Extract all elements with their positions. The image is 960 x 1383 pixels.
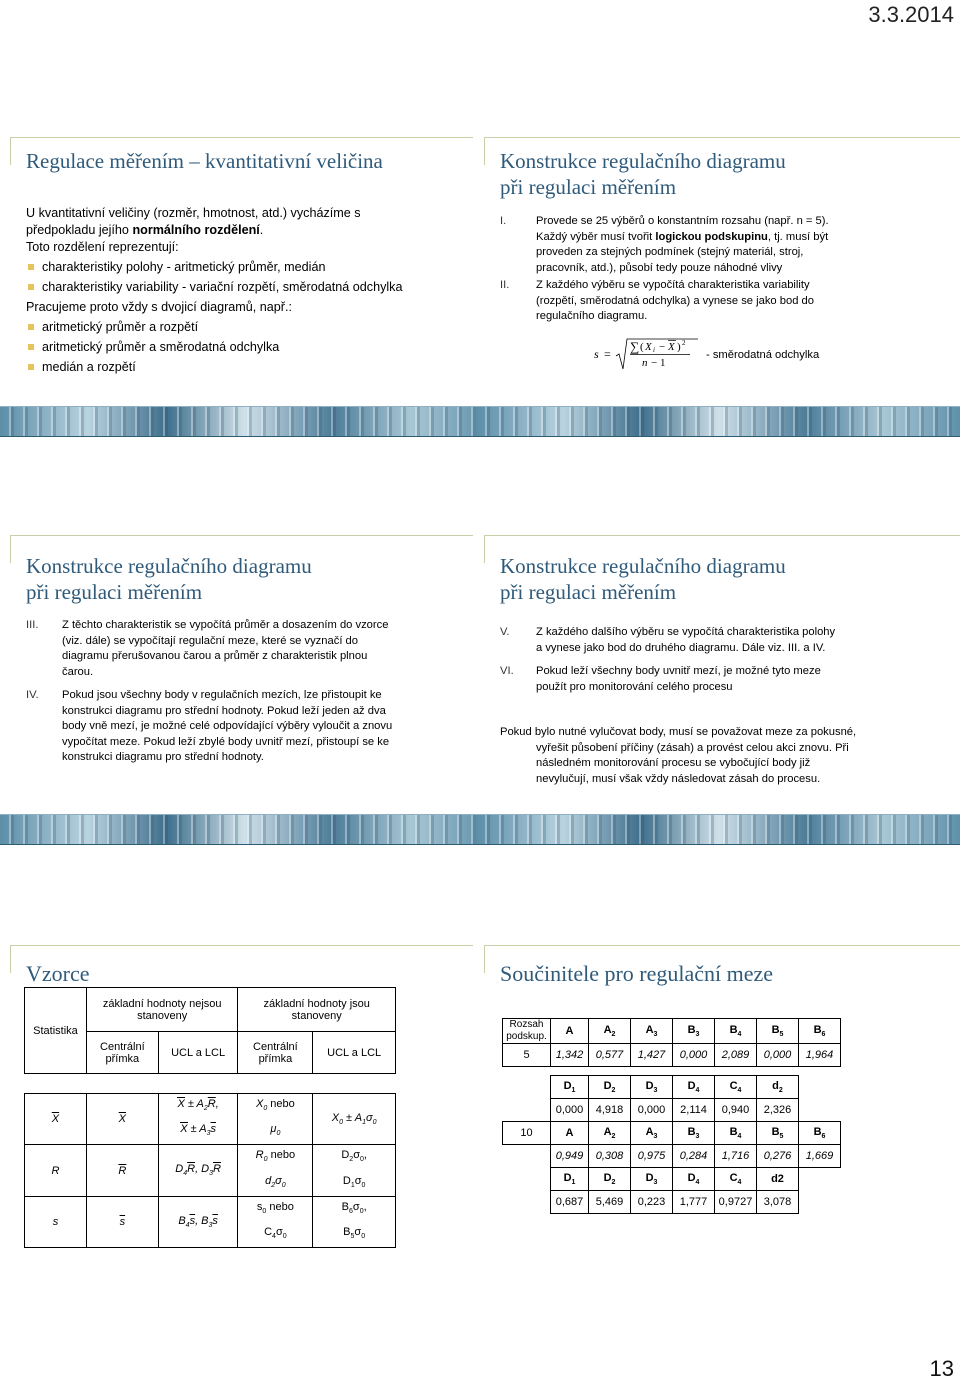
slide-4 <box>500 538 945 848</box>
item-number: III. <box>26 619 39 631</box>
ucl-cell: $B_6\sigma_0$, $B_5\sigma_0$ <box>313 1196 396 1247</box>
header-centralni: Centrální přímka <box>238 1032 313 1074</box>
coef-value: 1,342 <box>551 1044 589 1067</box>
slide-top-rule <box>10 137 473 138</box>
list-item: Z každého výběru se vypočítá charakteristika variability (rozpětí, směrodatná odchylka) a vynese se jako bod do regulačního diagramu. <box>536 279 814 322</box>
svg-text:s: s <box>594 347 599 361</box>
coef-label: $A_2$ <box>589 1122 631 1145</box>
intro-line2: Toto rozdělení reprezentují: <box>26 240 179 254</box>
coef-label: $D_4$ <box>673 1076 715 1099</box>
coef-value: 1,716 <box>715 1145 757 1168</box>
intro-line3: Pracujeme proto vždy s dvojicí diagramů, např.: <box>26 300 292 314</box>
ucl-cell: $B_4\overline{s}$, $B_3\overline{s}$ <box>158 1196 238 1247</box>
coef-label: $D_3$ <box>631 1076 673 1099</box>
coef-value: 0,284 <box>673 1145 715 1168</box>
coef-value: 0,000 <box>551 1099 589 1122</box>
list-item: charakteristiky variability - variační rozpětí, směrodatná odchylka <box>26 279 406 296</box>
coef-value: 2,326 <box>757 1099 799 1122</box>
list-item: aritmetický průměr a rozpětí <box>26 319 406 336</box>
rozsah-value: 10 <box>503 1122 551 1145</box>
page-number: 13 <box>929 1356 954 1381</box>
svg-text:2: 2 <box>682 339 686 347</box>
header-nejsou: základní hodnoty nejsou stanoveny <box>86 988 238 1032</box>
ucl-cell: $D_2\sigma_0$, $D_1\sigma_0$ <box>313 1145 396 1196</box>
list-item: Pokud leží všechny body uvnitř mezí, je možné tyto meze použít pro monitorování celého procesu <box>536 665 821 693</box>
svg-text:X: X <box>645 341 652 353</box>
coef-value: 0,9727 <box>715 1191 757 1214</box>
svg-text:n: n <box>642 357 648 369</box>
coef-value: 0,687 <box>551 1191 589 1214</box>
coef-value: 1,964 <box>799 1044 841 1067</box>
rozsah-value: 5 <box>503 1044 551 1067</box>
slide-5-title: Vzorce <box>26 961 90 986</box>
coef-label: $B_6$ <box>799 1122 841 1145</box>
coef-value: 1,427 <box>631 1044 673 1067</box>
stat-cell: s <box>25 1196 87 1247</box>
coef-label: $D_4$ <box>673 1168 715 1191</box>
center-line-cell: $\overline{s}$ <box>86 1196 158 1247</box>
slide-top-rule <box>10 535 473 536</box>
coef-value: 0,000 <box>631 1099 673 1122</box>
coef-label: $B_4$ <box>715 1122 757 1145</box>
stddev-formula-graphic <box>594 336 704 372</box>
formulas-table <box>24 987 396 1248</box>
slide-6 <box>500 945 945 1225</box>
slide-5 <box>26 945 471 1241</box>
coef-value: 2,114 <box>673 1099 715 1122</box>
coef-label: $B_4$ <box>715 1019 757 1044</box>
slide-6-title: Součinitele pro regulační meze <box>500 961 774 986</box>
coef-value: 0,940 <box>715 1099 757 1122</box>
coef-value: 0,223 <box>631 1191 673 1214</box>
svg-text:−: − <box>659 341 666 353</box>
center-line-cell: $R_0$ nebo $d_2\sigma_0$ <box>238 1145 313 1196</box>
ucl-cell: $\overline{X} \pm A_2\overline{R}$, $\overline{X} \pm A_3\overline{s}$ <box>158 1094 238 1145</box>
slide-banner-image <box>476 814 960 845</box>
slide-4-title: Konstrukce regulačního diagramu při regulaci měřením <box>500 554 786 604</box>
coef-value: 0,975 <box>631 1145 673 1168</box>
stat-cell: $\overline{X}$ <box>25 1094 87 1145</box>
coef-value: 0,949 <box>551 1145 589 1168</box>
coef-label: $A_3$ <box>631 1122 673 1145</box>
list-item: aritmetický průměr a směrodatná odchylka <box>26 339 406 356</box>
svg-text:− 1: − 1 <box>651 357 666 369</box>
stddev-formula <box>594 336 854 372</box>
slide-2-title: Konstrukce regulačního diagramu při regulaci měřením <box>500 149 786 199</box>
slide-4-list <box>500 625 840 695</box>
formula-label: - směrodatná odchylka <box>706 349 820 361</box>
slide-1-body <box>26 205 406 376</box>
coef-label: $A_2$ <box>589 1019 631 1044</box>
coef-label: A <box>551 1122 589 1145</box>
header-centralni: Centrální přímka <box>86 1032 158 1074</box>
coef-label: d2 <box>757 1168 799 1191</box>
list-item: charakteristiky polohy - aritmetický průměr, medián <box>26 259 406 276</box>
center-line-cell: $\overline{X}$ <box>86 1094 158 1145</box>
header-date: 3.3.2014 <box>868 2 954 27</box>
coef-value: 0,000 <box>673 1044 715 1067</box>
header-jsou: základní hodnoty jsou stanoveny <box>238 988 396 1032</box>
list-item: Pokud jsou všechny body v regulačních mezích, lze přistoupit ke konstrukci diagramu pro střední hodnoty. Pokud leží jeden až dva body vně mezí, je možné celé odpovídající výběry vyloučit a znovu vypočítat meze. Pokud leží zbylé body uvnitř mezí, přistoupí se ke konstrukci diagramu pro střední hodnoty. <box>62 689 393 763</box>
slide-top-rule <box>10 945 473 946</box>
coef-label: $D_2$ <box>589 1168 631 1191</box>
header-ucl: UCL a LCL <box>158 1032 238 1074</box>
item-number: I. <box>500 215 507 227</box>
coef-label: $B_5$ <box>757 1019 799 1044</box>
slide-banner-image <box>0 406 489 437</box>
coef-label: $A_3$ <box>631 1019 673 1044</box>
coef-value: 2,089 <box>715 1044 757 1067</box>
svg-text:i: i <box>653 346 655 354</box>
coef-label: $d_2$ <box>757 1076 799 1099</box>
item-number: IV. <box>26 689 39 701</box>
intro-text: U kvantitativní veličiny (rozměr, hmotnost, atd.) vycházíme s předpokladu jejího normálního rozdělení. <box>26 206 361 237</box>
slide-1 <box>26 128 471 438</box>
coef-label: A <box>551 1019 589 1044</box>
slide-1-title: Regulace měřením – kvantitativní veličina <box>26 149 383 173</box>
slide-banner-image <box>0 814 489 845</box>
coefficients-table <box>502 1018 841 1067</box>
svg-text:): ) <box>677 341 681 353</box>
svg-text:=: = <box>604 347 611 361</box>
stat-cell: R <box>25 1145 87 1196</box>
coef-label: $D_3$ <box>631 1168 673 1191</box>
list-item: medián a rozpětí <box>26 359 406 376</box>
coef-label: $C_4$ <box>715 1168 757 1191</box>
item-number: V. <box>500 626 510 638</box>
ucl-cell: $D_4\overline{R}$, $D_3\overline{R}$ <box>158 1145 238 1196</box>
svg-text:∑: ∑ <box>630 339 640 354</box>
coef-label: $B_3$ <box>673 1019 715 1044</box>
slide-3 <box>26 538 471 848</box>
coef-value: 0,000 <box>757 1044 799 1067</box>
list-item: Z každého dalšího výběru se vypočítá charakteristika polohy a vynese jako bod do druhého diagramu. Dále viz. III. a IV. <box>536 626 836 654</box>
center-line-cell: $s_0$ nebo $C_4\sigma_0$ <box>238 1196 313 1247</box>
slide-banner-image <box>476 406 960 437</box>
coefficients-table-lower <box>502 1075 841 1214</box>
item-number: VI. <box>500 665 514 677</box>
slide-2-list <box>500 214 850 325</box>
header-ucl: UCL a LCL <box>313 1032 396 1074</box>
slide-3-title: Konstrukce regulačního diagramu při regulaci měřením <box>26 554 312 604</box>
rozsah-header: Rozsah podskup. <box>503 1019 551 1044</box>
svg-text:(: ( <box>640 341 644 353</box>
coef-label: $D_1$ <box>551 1168 589 1191</box>
slide-top-rule <box>484 137 960 138</box>
slide-4-paragraph: Pokud bylo nutné vylučovat body, musí se považovat meze za pokusné, vyřešit působení příčiny (zásah) a provést celou akci znovu. Při následném monitorování procesu se vybočující body již nevylučují, musí však vždy následovat zásah do procesu. <box>500 726 857 785</box>
coef-label: $C_4$ <box>715 1076 757 1099</box>
coef-value: 0,577 <box>589 1044 631 1067</box>
coef-value: 4,918 <box>589 1099 631 1122</box>
slide-top-rule <box>484 945 960 946</box>
ucl-cell: $X_0 \pm A_1\sigma_0$ <box>313 1094 396 1145</box>
coef-value: 0,308 <box>589 1145 631 1168</box>
header-statistika: Statistika <box>25 988 87 1074</box>
slide-2 <box>500 128 945 438</box>
coef-label: $D_2$ <box>589 1076 631 1099</box>
coef-value: 1,669 <box>799 1145 841 1168</box>
svg-text:X: X <box>668 341 675 353</box>
coef-label: $D_1$ <box>551 1076 589 1099</box>
list-item: Z těchto charakteristik se vypočítá průměr a dosazením do vzorce (viz. dále) se vypočítají regulační meze, které se vyznačí do diagramu přerušovanou čarou a průměr z charakteristik plnou čarou. <box>62 619 389 678</box>
item-number: II. <box>500 279 510 291</box>
coef-value: 1,777 <box>673 1191 715 1214</box>
coef-value: 0,276 <box>757 1145 799 1168</box>
center-line-cell: $\overline{R}$ <box>86 1145 158 1196</box>
coef-label: $B_3$ <box>673 1122 715 1145</box>
coef-value: 5,469 <box>589 1191 631 1214</box>
coef-label: $B_5$ <box>757 1122 799 1145</box>
coef-value: 3,078 <box>757 1191 799 1214</box>
center-line-cell: $X_0$ nebo $\mu_0$ <box>238 1094 313 1145</box>
coef-label: $B_6$ <box>799 1019 841 1044</box>
list-item: Provede se 25 výběrů o konstantním rozsahu (např. n = 5). Každý výběr musí tvořit logickou podskupinu, tj. musí být proveden za stejných podmínek (stejný materiál, stroj, pracovník, atd.), působí tedy pouze náhodné vlivy <box>536 215 829 274</box>
slide-3-list <box>26 618 398 766</box>
slide-top-rule <box>484 535 960 536</box>
